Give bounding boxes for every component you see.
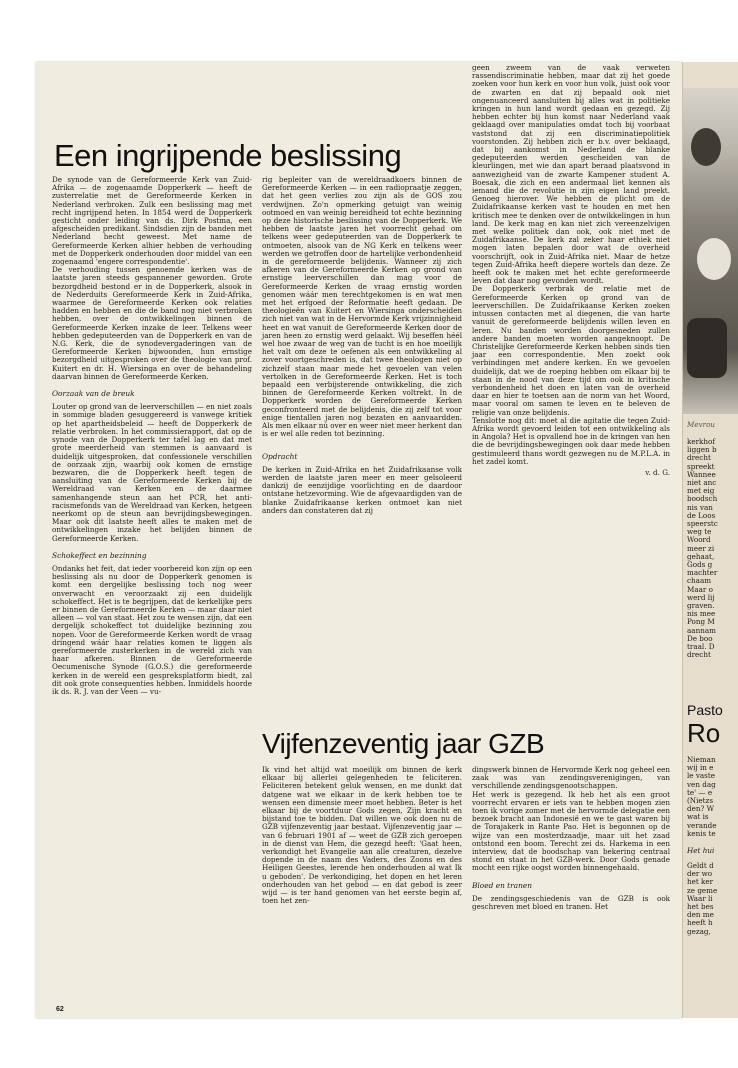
paragraph: Ondanks het feit, dat ieder voorbereid kon zijn op een beslissing als nu door de Dopperkerk genomen is komt een dergelijke beslissing toch nog weer onverwacht en veroorzaakt zij een duidelijk schokeffect. Het is te begrijpen, dat de kerkelijke pers er binnen de Gereformeerde Kerken — maar daar niet alleen — vol van staat. Het zou te wensen zijn, dat een dergelijk schokeffect tot duidelijke bezinning zou nopen. Voor de Gereformeerde Kerken wordt de vraag dringend wáár haar relaties komen te liggen als gereformeerde zusterkerken in de wereld zich van haar afkeren. Binnen de Gereformeerde Oecumenische Synode (G.O.S.) die gereformeerde kerken in de wereld een gespreksplatform biedt, zal dit ook grote consequenties hebben. Inmiddels hoorde ik ds. R. J. van der Veen — vu- (52, 563, 252, 696)
article-column-1 (52, 176, 252, 696)
paragraph: rig bepleiter van de wereldraadkoers binnen de Gereformeerde Kerken — in een radiopraatje zeggen, dat het geen verlies zou zijn als de GOS zou verdwijnen. Zo'n opmerking getuigt van weinig ootmoed en van weinig bereidheid tot echte bezinning op deze historische beslissing van de Dopperkerk. We hebben de laatste jaren het voorrecht gehad om telkens weer gedeputeerden van de Dopperkerk te ontmoeten, alsook van de NG Kerk en telkens weer werden we getroffen door de hartelijke verbondenheid in de gereformeerde belijdenis. Wanneer zij zich afkeren van de Gereformeerde Kerken op grond van ernstige leerverschillen dan mag voor de Gereformeerde Kerken de vraag ernstig worden genomen wáár men terechtgekomen is en wat men met het erfgoed der Reformatie heeft gedaan. De theologieën van Kuitert en Wiersinga onderscheiden zich niet van wat in de Hervormde Kerk vrijzinnigheid heet en wat vanuit de Gereformeerde Kerken door de jaren heen zo ernstig werd gelaakt. Wij beseffen héél wel hoe zwaar de weg van de tucht is en hoe moeilijk het valt om deze te oefenen als een ontwikkeling al zover voortgeschreden is, dat twee theologen niet op zichzelf staan maar mede het gevoelen van velen vertolken in de Gereformeerde Kerken. Het is toch bepaald een verbijsterende ontwikkeling, die zich binnen de Gereformeerde Kerken voltrekt. In de Dopperkerk worden de Gereformeerde Kerken geconfronteerd met de belijdenis, die zij zelf tot voor enige tientallen jaren nog bezaten en aanvaardden. Als men elkaar nú over en weer niet meer herkent dan is er wel alle reden tot bezinning. (262, 175, 462, 439)
adjacent-heading-small: Pasto (687, 702, 723, 718)
article-column-3 (472, 64, 670, 477)
paragraph: De zendingsgeschiedenis van de GZB is ook geschreven met bloed en tranen. Het (472, 893, 670, 912)
paragraph: Tenslotte nog dit: moet al die agitatie die tegen Zuid-Afrika wordt gevoerd leiden tot een ontwikkeling als in Angola? Het is opvallend hoe in de kringen van hen die de bevrijdingsbewegingen ook daar mede hebben gestimuleerd thans wordt gezwegen nu de M.P.L.A. in het zadel komt. (472, 415, 670, 466)
author-signature: v. d. G. (645, 467, 670, 477)
article-headline: Vijfenzeventig jaar GZB (262, 728, 545, 759)
adjacent-page (682, 62, 738, 1018)
paragraph: Ik vind het altijd wat moeilijk om binnen de kerk elkaar bij allerlei gelegenheden te feliciteren. Feliciteren betekent geluk wensen, en me dunkt dat datgene wat we elkaar in de kerk hebben toe te wensen een dimensie meer moet hebben. Beter is het elkaar bij de voortduur Gods zegen, Zijn kracht en bijstand toe te bidden. Dat willen we ook doen nu de GZB vijfenzeventig jaar bestaat. Vijfenzeventig jaar — van 6 februari 1901 af — weet de GZB zich geroepen in de dienst van Hem, die gezegd heeft: 'Gaat heen, verkondigt het Evangelie aan alle creaturen, dezelve dopende in de naam des Vaders, des Zoons en des Heiligen Geestes, lerende hen onderhouden al wat Ik u geboden'. De verkondiging, het dopen en het leren onderhouden van het gebod — en dat gebod is zeer wijd — is ter hand genomen van het eerste begin af, toen het zen- (262, 765, 462, 906)
subheading: Schokeffect en bezinning (52, 550, 147, 560)
adjacent-text-block: Nieman wij in e le vaste ven dag te' — e (Nietzs den? W wat is verande kenis te (687, 756, 717, 838)
photo (683, 88, 738, 414)
paragraph: De synode van de Gereformeerde Kerk van Zuid-Afrika — de zogenaamde Dopperkerk — heeft de zusterrelatie met de Gereformeerde Kerken in Nederland verbroken. Zulk een beslissing mag met recht ingrijpend heten. In 1854 werd de Dopperkerk gesticht onder leiding van ds. Dirk Postma, een afgescheiden predikant. Sindsdien zijn de banden met Nederland hecht geweest. Met name de Gereformeerde Kerken alhier hebben de verhouding met de Dopperkerk onderhouden door middel van een zogenaamd 'engere correspondentie'. (52, 175, 252, 267)
article-column-2 (262, 176, 462, 515)
paragraph: Louter op grond van de leerverschillen — en niet zoals in sommige bladen gesuggereerd is vanwege kritiek op het apartheidsbeleid — heeft de Dopperkerk de relatie verbroken. In het commissierapport, dat op de synode van de Dopperkerk ter tafel lag en dat met grote meerderheid van stemmen is aanvaard is duidelijk uitgesproken, dat confessionele verschillen de oorzaak zijn, waarbij ook komen de ernstige bezwaren, die de Dopperkerk heeft tegen de aansluiting van de Gereformeerde Kerken bij de Wereldraad van Kerken en de daarmee samenhangende steun aan het PCR, het anti-racismefonds van de Wereldraad van Kerken, hetgeen neerkomt op de steun aan bevrijdingsbewegingen. Maar ook dit laatste heeft alles te maken met de ontwikkelingen inzake het belijden binnen de Gereformeerde Kerken. (52, 402, 252, 543)
paragraph: De verhouding tussen genoemde kerken was de laatste jaren steeds gespannener geworden. Grote bezorgdheid bestond er in de Dopperkerk, alsook in de Nederduits Gereformeerde Kerk in Zuid-Afrika, waarmee de Gereformeerde Kerken ook relaties hadden en hebben en die de band nog niet verbroken hebben, over de ontwikkelingen binnen de Gereformeerde Kerken inzake de leer. Telkens weer hebben gedeputeerden van de Dopperkerk en van de N.G. Kerk, die de synodevergaderingen van de Gereformeerde Kerken bijwoonden, hun ernstige bezorgdheid uitgesproken over de theologie van prof. Kuitert en dr. H. Wiersinga en over de behandeling daarvan binnen de Gereformeerde Kerken. (52, 265, 252, 381)
article2-column-2 (472, 766, 670, 911)
article2-column-1 (262, 766, 462, 905)
paragraph: geen zweem van de vaak verweten rassendiscriminatie hebben, maar dat zij het goede zoeken voor hun kerk en voor hun volk, juist ook voor de zwarten en dat zij bepaald ook niet ongenuanceerd aansluiten bij alles wat in politieke kringen in hun land wordt gedaan en gezegd. Zij hebben echter bij hun komst naar Nederland vaak geklaagd over manipulaties omdat toch bij voorbaat vaststond dat zij een discriminatiepolitiek voorstonden. Zij hebben zich er b.v. over beklaagd, dat bij aankomst in Nederland de blanke gedeputeerden werden gescheiden van de kleurlingen, met wie dan apart beraad plaatsvond in aanwezigheid van de zwarte Kampener student A. Boesak, die zich en een andermaal liet kennen als iemand die de revolutie in zijn eigen land preekt. Genoeg hierover. We hebben de plicht om de Zuidafrikaanse kerken vast te houden en met hen kritisch mee te denken over de ontwikkelingen in hun land. De kerk mag en kan niet zich vereenzelvigen met welke politiek dan ook, ook niet met de Zuidafrikaanse. De kerk zal zeker haar ethiek niet mogen laten bepalen door wat de overheid voorschrijft, ook in Zuid-Afrika niet. Maar de hetze tegen Zuid-Afrika heeft diepere wortels dan deze. Ze heeft ook te maken met het echte gereformeerde leven dat daar nog gevonden wordt. (472, 63, 670, 286)
paragraph: Het werk is gezegend. Ik heb het als een groot voorrecht ervaren er iets van te hebben mogen zien toen ik vorige zomer met de hervormde delegatie een bezoek bracht aan Indonesië en we te gast waren bij de Torajakerk in Rante Pao. Het is begonnen op de wijze van een mosterdzaadje, maar uit het zaad ontstond een boom. Terecht zei ds. Harkema in een interview, dat de boodschap van bekering centraal stond en staat in het GZB-werk. Door Gods genade mocht een rijke oogst worden binnengehaald. (472, 789, 670, 873)
article-headline: Een ingrijpende beslissing (54, 138, 402, 173)
subheading: Oorzaak van de breuk (52, 389, 135, 399)
magazine-page (36, 62, 682, 1018)
paragraph: dingswerk binnen de Hervormde Kerk nog geheel een zaak was van zendingsverenigingen, van verschillende zendingsgenootschappen. (472, 765, 670, 791)
page-number: 62 (56, 1006, 64, 1013)
adjacent-text-block: Geldt d der wo het ker ze geme Waar li het bes den me heeft h gezag, (687, 862, 718, 936)
adjacent-subheading: Het hui (687, 846, 715, 855)
adjacent-text-block: kerkhof liggen b drecht spreekt Wannee niet anc met eig boodsch nis van de Loos speerstc weg te Woord meer zi gehaat, Gods g machter chaam Maar o werd lij graven. nis mee Pong M aannam De boo traal. D drecht (687, 438, 718, 660)
paragraph: De kerken in Zuid-Afrika en het Zuidafrikaanse volk werden de laatste jaren meer en meer geïsoleerd dankzij de eenzijdige voorlichting en de daardoor ontstane hetzevorming. Wie de afgevaardigden van de blanke Zuidafrikaanse kerken ontmoet kan niet anders dan constateren dat zij (262, 464, 462, 515)
photo-caption: Mevrou (687, 420, 716, 429)
subheading: Bloed en tranen (472, 880, 532, 890)
paragraph: De Dopperkerk verbrak de relatie met de Gereformeerde Kerken op grond van de leerverschillen. De Zuidafrikaanse Kerken zoeken intussen contacten met al diegenen, die van harte vanuit de gereformeerde belijdenis willen leven en leren. Nu banden worden doorgesneden zullen andere banden moeten worden aangeknoopt. De Christelijke Gereformeerde Kerken hebben sinds tien jaar een correspondentie. Men zoekt ook verbindingen met andere kerken. En we gevoelen duidelijk, dat we de roeping hebben om elkaar bij te staan in de nood van deze tijd om ook in kritische verbondenheid het doen en laten van de overheid daar en hier te toetsen aan de norm van het Woord, maar vooral om samen te leven en te beleven de religie van onze belijdenis. (472, 284, 670, 417)
subheading: Opdracht (262, 451, 298, 461)
adjacent-heading-big: Ro (687, 718, 721, 748)
